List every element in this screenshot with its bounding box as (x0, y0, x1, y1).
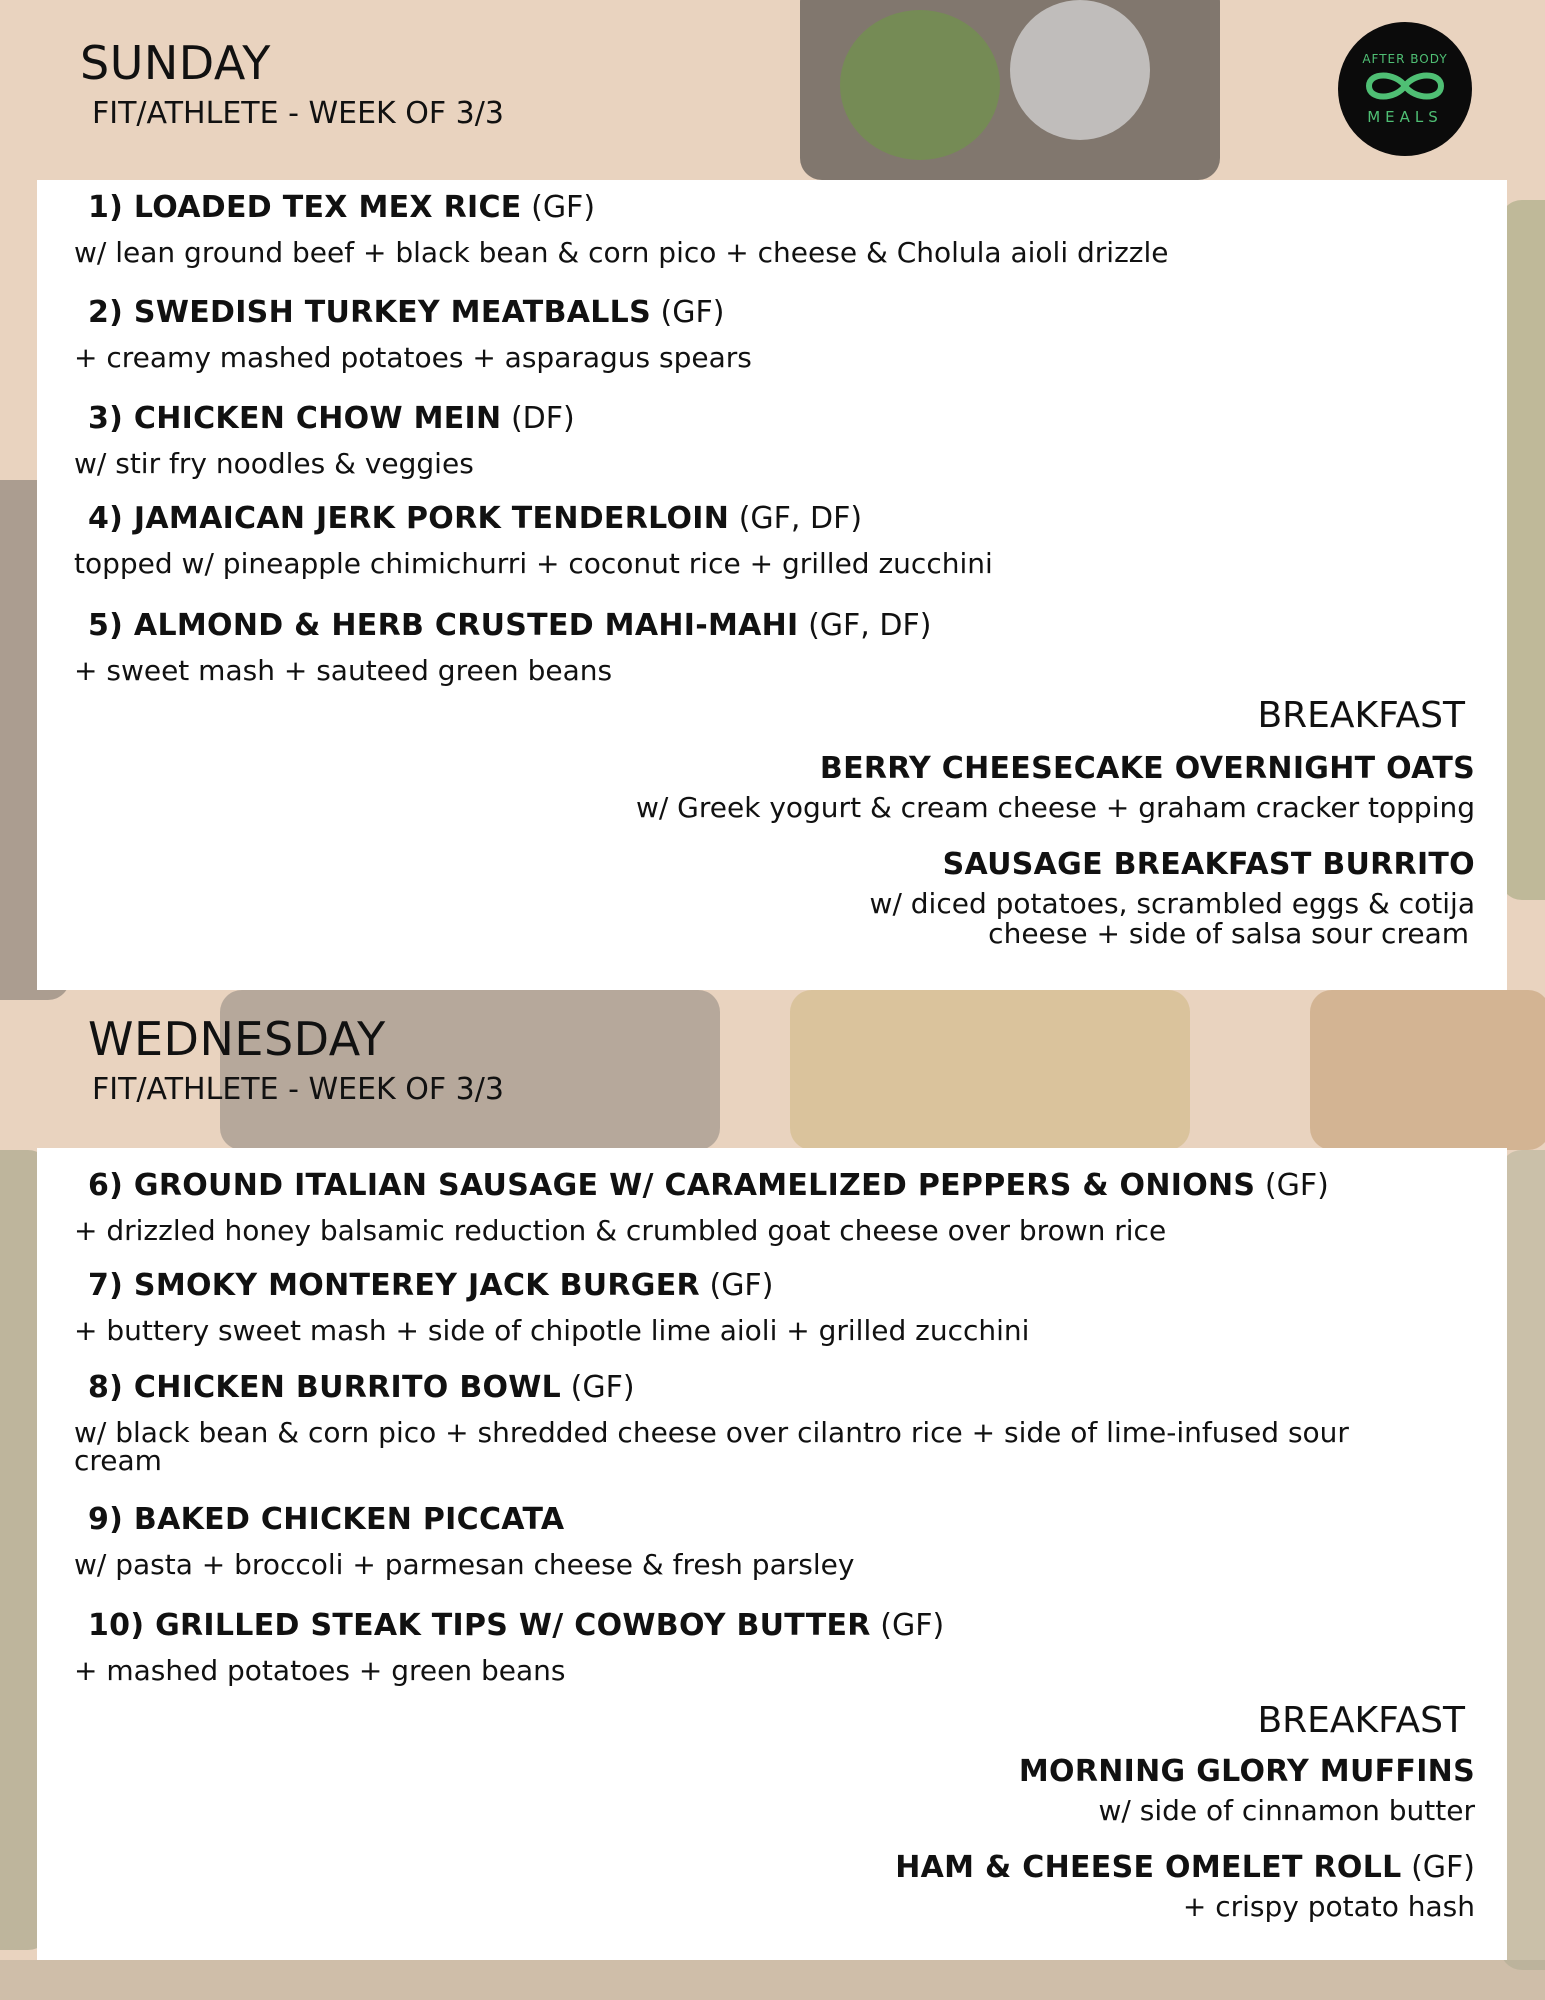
item-desc: w/ black bean & corn pico + shredded cheese over cilantro rice + side of lime-infused sour cream (74, 1416, 1349, 1477)
item-title: 10) GRILLED STEAK TIPS W/ COWBOY BUTTER (88, 1608, 871, 1643)
item-desc: w/ lean ground beef + black bean & corn pico + cheese & Cholula aioli drizzle (74, 236, 1169, 269)
item-desc: w/ stir fry noodles & veggies (74, 447, 474, 480)
item-title: 4) JAMAICAN JERK PORK TENDERLOIN (88, 501, 730, 536)
logo-bottom-text: MEALS (1367, 108, 1443, 126)
item-tags: (GF) (570, 1370, 635, 1405)
breakfast-item-desc: w/ diced potatoes, scrambled eggs & cotija (869, 887, 1475, 920)
breakfast-heading: BREAKFAST (1257, 695, 1465, 736)
item-desc: topped w/ pineapple chimichurri + coconut rice + grilled zucchini (74, 547, 993, 580)
infinity-icon (1359, 66, 1451, 106)
menu-panel-wednesday (37, 1148, 1507, 1960)
breakfast-item-title: BERRY CHEESECAKE OVERNIGHT OATS (819, 751, 1475, 786)
breakfast-item-tags: (GF) (1411, 1850, 1475, 1885)
breakfast-item-title: MORNING GLORY MUFFINS (1018, 1754, 1475, 1789)
item-title: 2) SWEDISH TURKEY MEATBALLS (88, 295, 651, 330)
brand-logo (1338, 22, 1472, 156)
breakfast-item (870, 847, 1475, 948)
logo-top-text: AFTER BODY (1362, 52, 1448, 66)
item-desc: + buttery sweet mash + side of chipotle lime aioli + grilled zucchini (74, 1314, 1030, 1347)
day-subtitle: FIT/ATHLETE - WEEK OF 3/3 (92, 96, 504, 131)
menu-item (74, 1268, 1467, 1345)
menu-item (74, 1502, 1467, 1579)
item-tags: (GF) (531, 190, 596, 225)
section-header-wednesday (88, 1012, 504, 1107)
item-title: 6) GROUND ITALIAN SAUSAGE W/ CARAMELIZED PEPPERS & ONIONS (88, 1168, 1256, 1203)
breakfast-heading: BREAKFAST (1257, 1700, 1465, 1741)
item-title: 8) CHICKEN BURRITO BOWL (88, 1370, 562, 1405)
breakfast-item (895, 1850, 1475, 1921)
breakfast-item (1019, 1754, 1475, 1825)
item-title: 7) SMOKY MONTEREY JACK BURGER (88, 1268, 700, 1303)
item-desc: w/ pasta + broccoli + parmesan cheese & fresh parsley (74, 1548, 855, 1581)
item-desc: + creamy mashed potatoes + asparagus spears (74, 341, 752, 374)
section-header-sunday (80, 36, 504, 131)
item-tags: (GF, DF) (808, 608, 932, 643)
menu-item (74, 401, 1467, 478)
breakfast-item-desc: w/ side of cinnamon butter (1098, 1794, 1475, 1827)
item-tags: (GF) (880, 1608, 945, 1643)
breakfast-item-desc: w/ Greek yogurt & cream cheese + graham cracker topping (635, 791, 1475, 824)
menu-item (74, 1608, 1467, 1685)
item-tags: (GF, DF) (738, 501, 863, 536)
item-tags: (GF) (660, 295, 725, 330)
day-title: SUNDAY (80, 36, 271, 90)
item-desc: + sweet mash + sauteed green beans (74, 654, 613, 687)
day-title: WEDNESDAY (88, 1012, 386, 1066)
breakfast-item-desc: cheese + side of salsa sour cream (988, 917, 1469, 950)
item-tags: (GF) (709, 1268, 774, 1303)
breakfast-item-title: HAM & CHEESE OMELET ROLL (895, 1850, 1402, 1885)
item-tags: (DF) (510, 401, 575, 436)
item-title: 3) CHICKEN CHOW MEIN (88, 401, 502, 436)
menu-item (74, 608, 1467, 685)
menu-item (74, 1168, 1467, 1245)
item-title: 5) ALMOND & HERB CRUSTED MAHI-MAHI (88, 608, 799, 643)
item-desc: + mashed potatoes + green beans (74, 1654, 566, 1687)
item-desc: + drizzled honey balsamic reduction & crumbled goat cheese over brown rice (74, 1214, 1167, 1247)
menu-item (74, 501, 1467, 578)
menu-item (74, 1370, 1407, 1475)
menu-item (74, 295, 1467, 372)
breakfast-item-desc: + crispy potato hash (1182, 1890, 1475, 1923)
breakfast-section (575, 1700, 1475, 1950)
breakfast-item-title: SAUSAGE BREAKFAST BURRITO (942, 847, 1475, 882)
item-tags: (GF) (1264, 1168, 1329, 1203)
breakfast-section (575, 695, 1475, 985)
menu-item (74, 190, 1467, 267)
item-title: 1) LOADED TEX MEX RICE (88, 190, 522, 225)
menu-panel-sunday (37, 180, 1507, 990)
item-title: 9) BAKED CHICKEN PICCATA (88, 1502, 565, 1537)
day-subtitle: FIT/ATHLETE - WEEK OF 3/3 (92, 1072, 504, 1107)
breakfast-item (636, 751, 1475, 822)
